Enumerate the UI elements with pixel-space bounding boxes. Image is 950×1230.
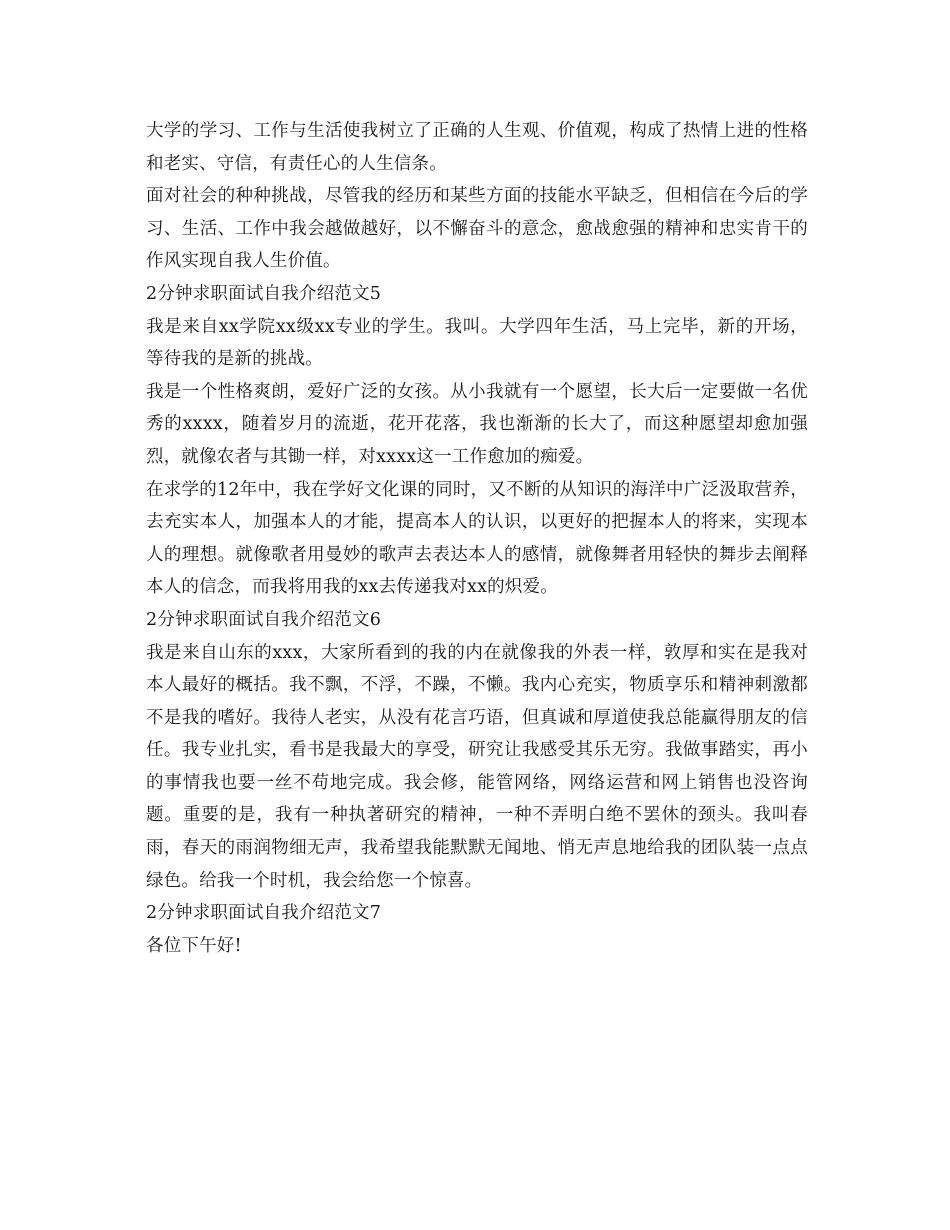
paragraph: 我是来自xx学院xx级xx专业的学生。我叫。大学四年生活，马上完毕，新的开场，等待我的是新的挑战。	[146, 316, 808, 370]
section-heading: 2分钟求职面试自我介绍范文6	[146, 609, 382, 630]
paragraph: 大学的学习、工作与生活使我树立了正确的人生观、价值观，构成了热情上进的性格和老实、守信，有责任心的人生信条。	[146, 121, 808, 174]
section-heading: 2分钟求职面试自我介绍范文7	[146, 903, 382, 924]
paragraph: 面对社会的种种挑战，尽管我的经历和某些方面的技能水平缺乏，但相信在今后的学习、生活、工作中我会越做越好，以不懈奋斗的意念，愈战愈强的精神和忠实肯干的作风实现自我人生价值。	[146, 186, 808, 272]
paragraph: 我是一个性格爽朗，爱好广泛的女孩。从小我就有一个愿望，长大后一定要做一名优秀的xxxx，随着岁月的流逝，花开花落，我也渐渐的长大了，而这种愿望却愈加强烈，就像农者与其锄一样，对xxxx这一工作愈加的痴爱。	[146, 381, 808, 467]
paragraph: 在求学的12年中，我在学好文化课的同时，又不断的从知识的海洋中广泛汲取营养，去充实本人，加强本人的才能，提高本人的认识，以更好的把握本人的将来，实现本人的理想。就像歌者用曼妙的歌声去表达本人的感情，就像舞者用轻快的舞步去阐释本人的信念，而我将用我的xx去传递我对xx的炽爱。	[146, 479, 808, 598]
document-body	[146, 115, 808, 962]
section-heading: 2分钟求职面试自我介绍范文5	[146, 283, 382, 304]
paragraph: 我是来自山东的xxx，大家所看到的我的内在就像我的外表一样，敦厚和实在是我对本人最好的概括。我不飘，不浮，不躁，不懒。我内心充实，物质享乐和精神刺激都不是我的嗜好。我待人老实，从没有花言巧语，但真诚和厚道使我总能赢得朋友的信任。我专业扎实，看书是我最大的享受，研究让我感受其乐无穷。我做事踏实，再小的事情我也要一丝不苟地完成。我会修，能管网络，网络运营和网上销售也没咨询题。重要的是，我有一种执著研究的精神，一种不弄明白绝不罢休的颈头。我叫春雨，春天的雨润物细无声，我希望我能默默无闻地、悄无声息地给我的团队装一点点绿色。给我一个时机，我会给您一个惊喜。	[146, 642, 808, 891]
paragraph: 各位下午好!	[146, 935, 242, 956]
